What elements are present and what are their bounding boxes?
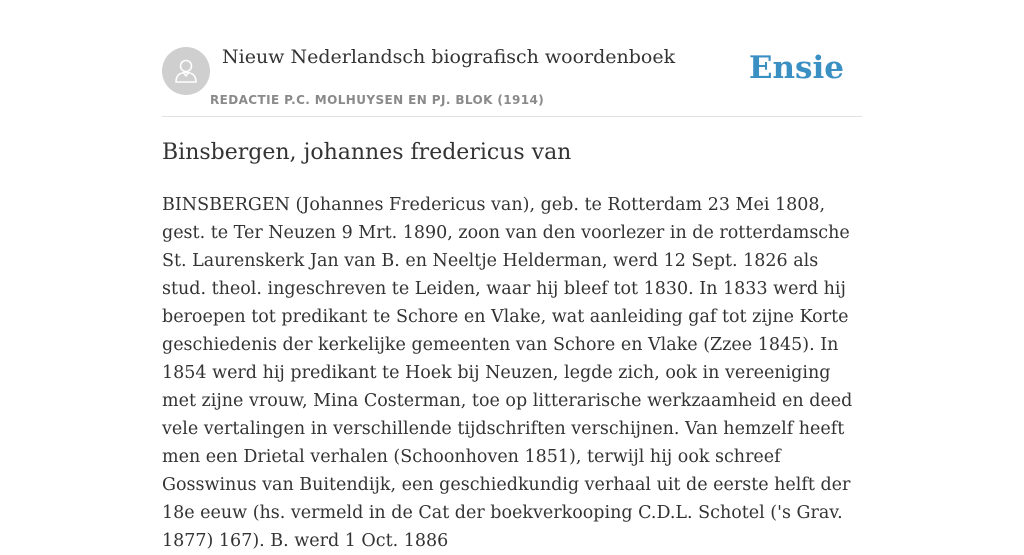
header — [162, 0, 862, 117]
avatar[interactable] — [162, 47, 210, 95]
entry-title: Binsbergen, johannes fredericus van — [162, 140, 572, 165]
editors-line: REDACTIE P.C. MOLHUYSEN EN PJ. BLOK (1914) — [210, 93, 545, 107]
brand-logo[interactable]: Ensie — [748, 50, 844, 86]
book-title[interactable]: Nieuw Nederlandsch biografisch woordenboek — [222, 46, 676, 68]
entry-body: BINSBERGEN (Johannes Fredericus van), geb. te Rotterdam 23 Mei 1808, gest. te Ter Neuzen 9 Mrt. 1890, zoon van den voorlezer in de rotterdamsche St. Laurenskerk Jan van B. en Neeltje Helderman, werd 12 Sept. 1826 als stud. theol. ingeschreven te Leiden, waar hij bleef tot 1830. In 1833 werd hij beroepen tot predikant te Schore en Vlake, wat aanleiding gaf tot zijne Korte geschiedenis der kerkelijke gemeenten van Schore en Vlake (Zzee 1845). In 1854 werd hij predikant te Hoek bij Neuzen, legde zich, ook in vereeniging met zijne vrouw, Mina Costerman, toe op litterarische werkzaamheid en deed vele vertalingen in verschillende tijdschriften verschijnen. Van hemzelf heeft men een Drietal verhalen (Schoonhoven 1851), terwijl hij ook schreef Gosswinus van Buitendijk, een geschiedkundig verhaal uit de eerste helft der 18e eeuw (hs. vermeld in de Cat der boekverkooping C.D.L. Schotel ('s Grav. 1877) 167). B. werd 1 Oct. 1886 — [162, 195, 853, 551]
user-icon — [172, 57, 200, 85]
